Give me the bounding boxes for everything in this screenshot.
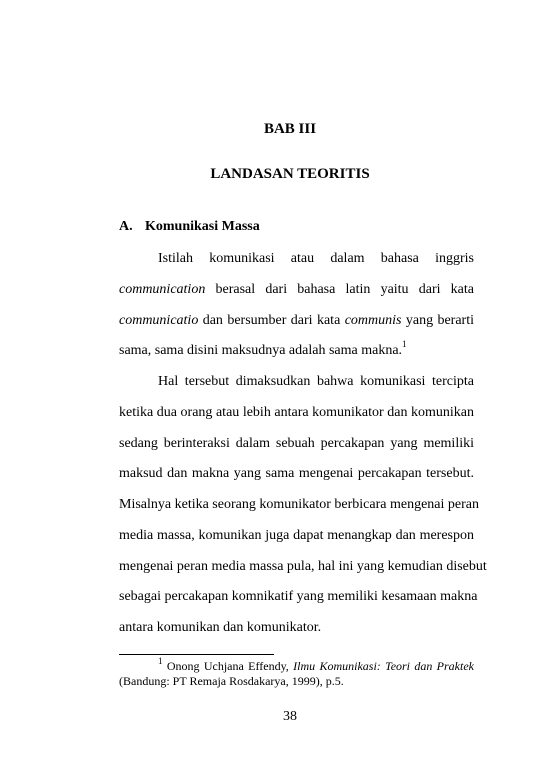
term-communicatio: communicatio <box>119 313 199 328</box>
section-heading <box>119 219 260 235</box>
paragraph-1-line-3: communicatio dan bersumber dari kata communis yang berarti <box>119 313 474 328</box>
paragraph-2-line: sebagai percakapan komnikatif yang memiliki kesamaan makna <box>119 589 478 604</box>
term-communis: communis <box>344 313 402 328</box>
paragraph-1-line-2: communication berasal dari bahasa latin yaitu dari kata <box>119 282 474 297</box>
paragraph-2-line: media massa, komunikan juga dapat menangkap dan merespon <box>119 528 474 543</box>
section-letter: A. <box>119 219 133 234</box>
paragraph-2-line: antara komunikan dan komunikator. <box>119 620 322 635</box>
section-title: Komunikasi Massa <box>145 219 260 234</box>
footnote-divider <box>119 654 274 655</box>
paragraph-2-line: sedang berinteraksi dalam sebuah percakapan yang memiliki <box>119 436 474 451</box>
term-communication: communication <box>119 282 206 297</box>
paragraph-1-line-4: sama, sama disini maksudnya adalah sama makna.$^1$ <box>119 339 407 358</box>
paragraph-2-line: ketika dua orang atau lebih antara komunikator dan komunikan <box>119 405 474 420</box>
chapter-title: LANDASAN TEORITIS <box>210 166 370 182</box>
footnote-line-1: $^1$ Onong Uchjana Effendy, Ilmu Komunikasi: Teori dan Praktek <box>158 656 474 673</box>
paragraph-2-line: maksud dan makna yang sama mengenai percakapan tersebut. <box>119 466 474 481</box>
page-number: 38 <box>283 709 297 724</box>
footnote-book-title: Ilmu Komunikasi: Teori dan Praktek <box>293 659 474 673</box>
paragraph-1-line-1: Istilah komunikasi atau dalam bahasa inggris <box>158 251 474 266</box>
paragraph-2-line: mengenai peran media massa pula, hal ini yang kemudian disebut <box>119 559 487 574</box>
paragraph-2-line: Hal tersebut dimaksudkan bahwa komunikasi tercipta <box>158 374 474 389</box>
paragraph-2-line: Misalnya ketika seorang komunikator berbicara mengenai peran <box>119 497 479 512</box>
footnote-line-2: (Bandung: PT Remaja Rosdakarya, 1999), p.5. <box>119 674 344 688</box>
chapter-heading: BAB III <box>263 121 317 137</box>
footnote-reference[interactable]: 1 <box>402 339 407 350</box>
footnote-number: 1 <box>158 656 163 666</box>
